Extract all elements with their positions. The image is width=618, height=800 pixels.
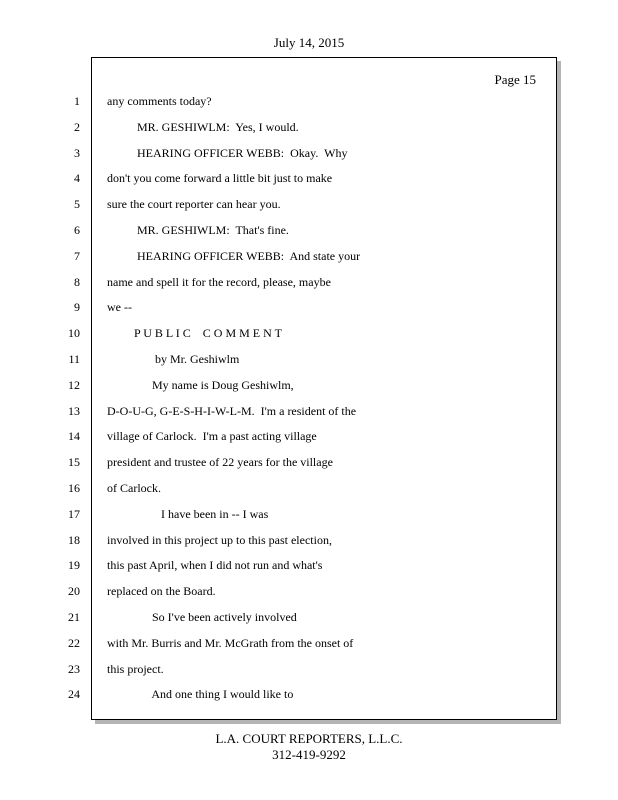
line-text: involved in this project up to this past election, bbox=[107, 533, 332, 547]
line-text: village of Carlock. I'm a past acting village bbox=[107, 429, 317, 443]
line-number: 13 bbox=[68, 404, 80, 418]
line-number: 23 bbox=[68, 662, 80, 676]
line-text: don't you come forward a little bit just to make bbox=[107, 171, 333, 185]
line-text: this past April, when I did not run and what's bbox=[107, 558, 323, 572]
line-number: 11 bbox=[68, 352, 80, 366]
line-number: 19 bbox=[68, 558, 80, 572]
line-text: My name is Doug Geshiwlm, bbox=[107, 378, 294, 392]
line-text: name and spell it for the record, please, maybe bbox=[107, 275, 331, 289]
line-text: of Carlock. bbox=[107, 481, 161, 495]
line-number: 24 bbox=[68, 687, 80, 701]
line-text: And one thing I would like to bbox=[107, 687, 294, 701]
line-text: P U B L I C C O M M E N T bbox=[107, 326, 282, 340]
line-number: 10 bbox=[68, 326, 80, 340]
line-number: 2 bbox=[74, 120, 80, 134]
footer-company: L.A. COURT REPORTERS, L.L.C. bbox=[215, 731, 403, 746]
page-number: Page 15 bbox=[494, 72, 536, 87]
line-number: 9 bbox=[74, 300, 80, 314]
line-text: I have been in -- I was bbox=[107, 507, 269, 521]
line-number: 7 bbox=[74, 249, 80, 263]
line-text: by Mr. Geshiwlm bbox=[107, 352, 240, 366]
line-text: MR. GESHIWLM: Yes, I would. bbox=[107, 120, 299, 134]
line-number: 8 bbox=[74, 275, 80, 289]
line-text: HEARING OFFICER WEBB: And state your bbox=[107, 249, 361, 263]
line-number: 12 bbox=[68, 378, 80, 392]
line-text: president and trustee of 22 years for the village bbox=[107, 455, 333, 469]
line-number: 15 bbox=[68, 455, 80, 469]
line-text: So I've been actively involved bbox=[107, 610, 297, 624]
line-text: D-O-U-G, G-E-S-H-I-W-L-M. I'm a resident of the bbox=[107, 404, 357, 418]
line-number: 3 bbox=[74, 146, 80, 160]
line-number: 1 bbox=[74, 94, 80, 108]
line-text: MR. GESHIWLM: That's fine. bbox=[107, 223, 289, 237]
line-number: 21 bbox=[68, 610, 80, 624]
line-number: 22 bbox=[68, 636, 80, 650]
header-date: July 14, 2015 bbox=[273, 35, 345, 50]
line-text: sure the court reporter can hear you. bbox=[107, 197, 281, 211]
line-text: HEARING OFFICER WEBB: Okay. Why bbox=[107, 146, 348, 160]
line-number: 14 bbox=[68, 429, 80, 443]
line-number: 4 bbox=[74, 171, 80, 185]
line-number: 17 bbox=[68, 507, 80, 521]
line-text: any comments today? bbox=[107, 94, 212, 108]
line-text: replaced on the Board. bbox=[107, 584, 216, 598]
line-text: with Mr. Burris and Mr. McGrath from the onset of bbox=[107, 636, 354, 650]
footer-phone: 312-419-9292 bbox=[272, 747, 346, 762]
line-number: 16 bbox=[68, 481, 80, 495]
line-number: 5 bbox=[74, 197, 80, 211]
line-number: 6 bbox=[74, 223, 80, 237]
line-number: 18 bbox=[68, 533, 80, 547]
line-text: this project. bbox=[107, 662, 164, 676]
line-text: we -- bbox=[107, 300, 132, 314]
line-number: 20 bbox=[68, 584, 80, 598]
